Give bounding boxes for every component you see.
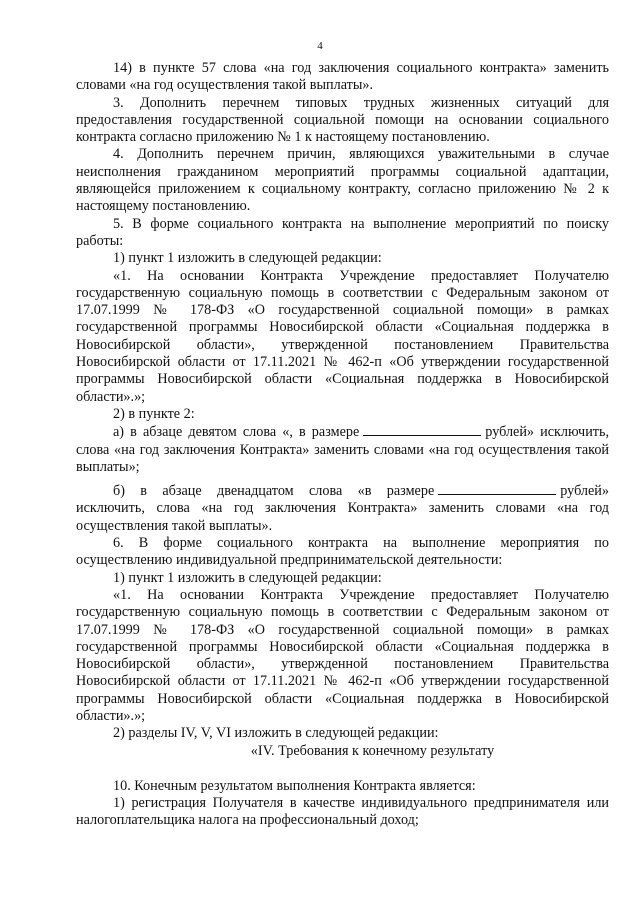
paragraph-6: 6. В форме социального контракта на выполнение мероприятия по осуществлению индивидуальной предпринимательской деятельности: (76, 535, 609, 569)
paragraph-5-item-2: 2) в пункте 2: (113, 405, 195, 422)
document-body (76, 60, 609, 830)
paragraph-10: 10. Конечным результатом выполнения Контракта является: (113, 777, 476, 794)
section-heading: «IV. Требования к конечному результату (250, 742, 495, 759)
paragraph-3: 3. Дополнить перечнем типовых трудных жизненных ситуаций для предоставления государственной социальной помощи на основании социального контракта согласно приложению № 1 к настоящему постановлению. (76, 94, 609, 146)
paragraph-14: 14) в пункте 57 слова «на год заключения социального контракта» заменить словами «на год осуществления такой выплаты». (76, 60, 609, 94)
paragraph-5-sub-a (76, 423, 609, 476)
blank-line (363, 423, 481, 436)
sub-b-after: рублей» исключить, слова «на год заключения Контракта» заменить словами «на год осуществления такой выплаты». (76, 483, 609, 534)
page-number: 4 (317, 40, 323, 52)
paragraph-10-item-1: 1) регистрация Получателя в качестве индивидуального предпринимателя или налогоплательщика налога на профессиональный доход; (76, 795, 609, 829)
paragraph-5-item-1: 1) пункт 1 изложить в следующей редакции: (113, 250, 382, 267)
paragraph-6-quote: «1. На основании Контракта Учреждение предоставляет Получателю государственную социальную помощь в соответствии с Федеральным законом от 17.07.1999 № 178-ФЗ «О государственной социальной помощи» в рамках государственной программы Новосибирской области «Социальная поддержка в Новосибирской области», утвержденной постановлением Правительства Новосибирской области от 17.11.2021 № 462-п «Об утверждении государственной программы Новосибирской области «Социальная поддержка в Новосибирской области».»; (76, 586, 609, 724)
paragraph-6-item-1: 1) пункт 1 изложить в следующей редакции: (113, 569, 382, 586)
blank-line (438, 482, 556, 495)
sub-a-after: рублей» исключить, слова «на год заключения Контракта» заменить словами «на год осуществления такой выплаты»; (76, 424, 610, 475)
paragraph-6-item-2: 2) разделы IV, V, VI изложить в следующей редакции: (113, 725, 439, 742)
sub-b-before: б) в абзаце двенадцатом слова «в размере (113, 483, 435, 500)
paragraph-4: 4. Дополнить перечнем причин, являющихся уважительными в случае неисполнения гражданином мероприятий программы социальной адаптации, являющейся приложением к социальному контракту, согласно приложению № 2 к настоящему постановлению. (76, 146, 609, 215)
paragraph-5-sub-b (76, 482, 609, 535)
paragraph-5: 5. В форме социального контракта на выполнение мероприятий по поиску работы: (76, 215, 609, 249)
sub-a-before: а) в абзаце девятом слова «, в размере (113, 424, 360, 441)
paragraph-5-quote: «1. На основании Контракта Учреждение предоставляет Получателю государственную социальную помощь в соответствии с Федеральным законом от 17.07.1999 № 178-ФЗ «О государственной социальной помощи» в рамках государственной программы Новосибирской области «Социальная поддержка в Новосибирской области», утвержденной постановлением Правительства Новосибирской области от 17.11.2021 № 462-п «Об утверждении государственной программы Новосибирской области «Социальная поддержка в Новосибирской области».»; (76, 267, 609, 405)
